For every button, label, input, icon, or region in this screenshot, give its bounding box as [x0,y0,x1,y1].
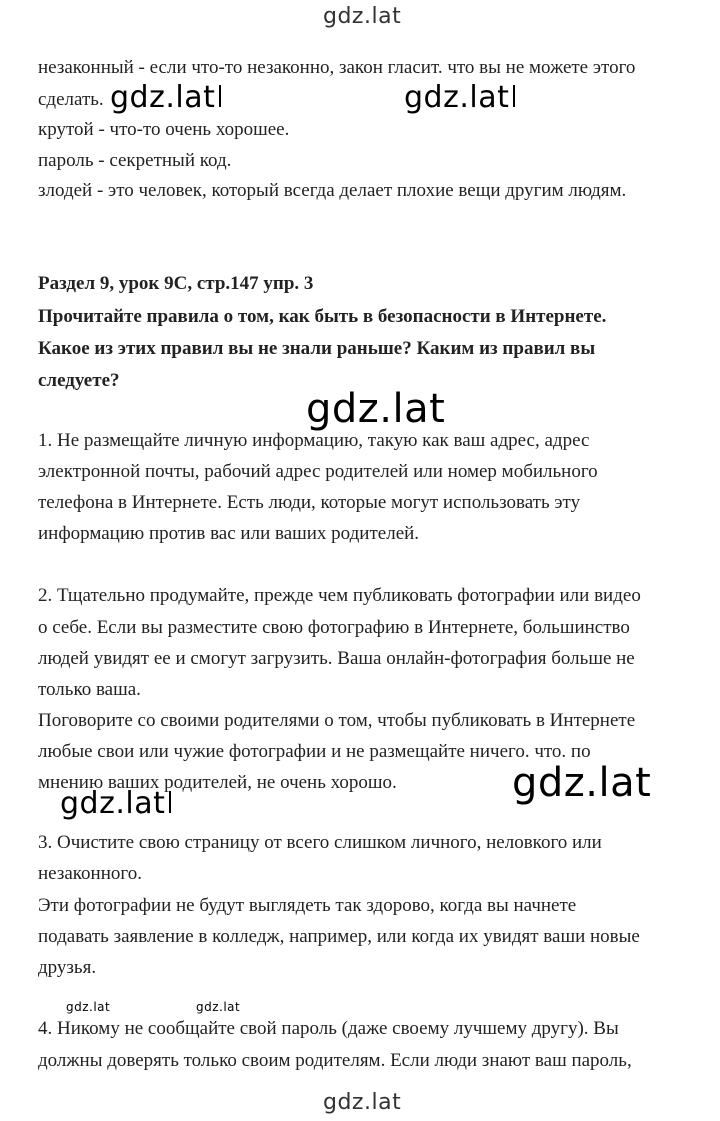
rule-3-line-1: 3. Очистите свою страницу от всего слишком личного, неловкого или [38,832,602,853]
rule-2-line-5: Поговорите со своими родителями о том, чтобы публиковать в Интернете [38,710,636,731]
rule-2-line-7: мнению ваших родителей, не очень хорошо. [38,772,397,793]
vocab-line-illegal: незаконный - если что-то незаконно, закон гласит. что вы не можете этого [38,57,636,78]
vocab-line-cool: крутой - что-то очень хорошее. [38,119,290,140]
rule-2-line-2: о себе. Если вы разместите свою фотографию в Интернете, большинство [38,617,630,638]
watermark-header: gdz.lat [323,4,402,29]
rule-3-line-2: незаконного. [38,863,142,884]
vocab-line-password: пароль - секретный код. [38,150,232,171]
watermark-large-2: gdz.lat [512,760,652,806]
rule-3-line-5: друзья. [38,957,97,978]
rule-4-line-1: 4. Никому не сообщайте свой пароль (даже своему лучшему другу). Вы [38,1018,619,1039]
rule-2-line-3: людей увидят ее и смогут загрузить. Ваша онлайн-фотография больше не [38,648,635,669]
vocab-line-illegal-cont: сделать. [38,89,104,110]
watermark-inline-1: gdz.lat [110,80,221,115]
rule-4-line-2: должны доверять только своим родителям. Если люди знают ваш пароль, [38,1050,632,1071]
rule-2-line-4: только ваша. [38,679,141,700]
rule-1-line-4: информацию против вас или ваших родителей. [38,523,420,544]
task-line-2: Какое из этих правил вы не знали раньше? Каким из правил вы [38,338,596,359]
rule-2-line-1: 2. Тщательно продумайте, прежде чем публиковать фотографии или видео [38,585,641,606]
rule-1-line-3: телефона в Интернете. Есть люди, которые могут использовать эту [38,492,581,513]
watermark-footer: gdz.lat [323,1090,402,1115]
watermark-small-1: gdz.lat [66,1000,111,1014]
section-heading: Раздел 9, урок 9C, стр.147 упр. 3 [38,273,314,294]
task-line-1: Прочитайте правила о том, как быть в безопасности в Интернете. [38,306,607,327]
task-line-3: следуете? [38,370,120,391]
watermark-small-2: gdz.lat [196,1000,241,1014]
rule-3-line-3: Эти фотографии не будут выглядеть так здорово, когда вы начнете [38,895,577,916]
rule-2-line-6: любые свои или чужие фотографии и не размещайте ничего. что. по [38,741,591,762]
rule-1-line-1: 1. Не размещайте личную информацию, такую как ваш адрес, адрес [38,430,590,451]
rule-1-line-2: электронной почты, рабочий адрес родителей или номер мобильного [38,461,598,482]
watermark-large-1: gdz.lat [306,386,446,432]
watermark-inline-2: gdz.lat [404,80,515,115]
rule-3-line-4: подавать заявление в колледж, например, или когда их увидят ваши новые [38,926,640,947]
watermark-inline-3: gdz.lat [60,786,171,821]
vocab-line-villain: злодей - это человек, который всегда делает плохие вещи другим людям. [38,180,627,201]
